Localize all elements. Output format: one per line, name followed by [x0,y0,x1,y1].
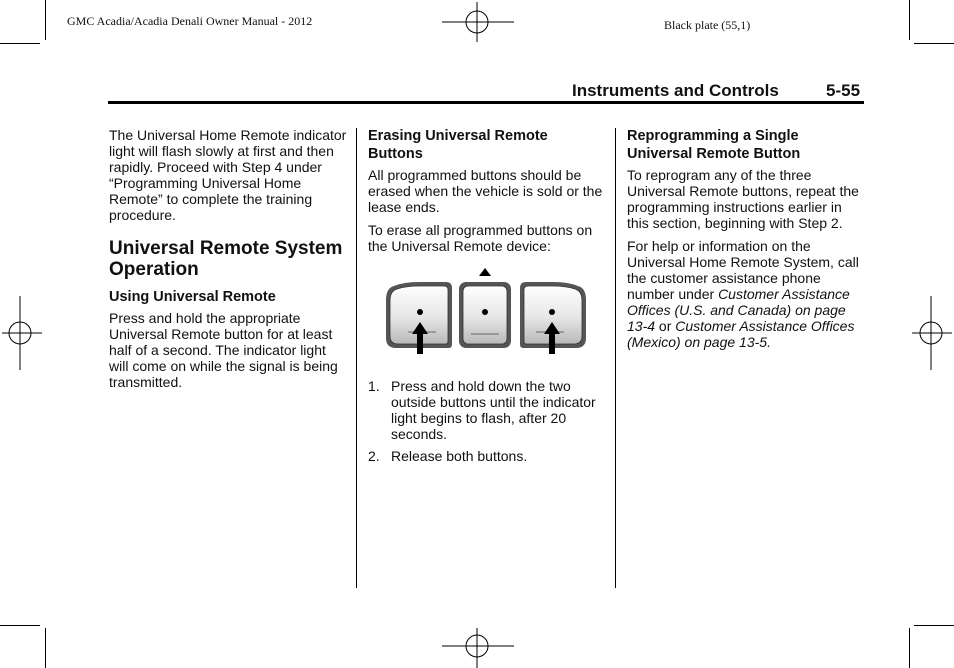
column-2 [368,127,606,470]
step-text: Release both buttons. [391,448,528,464]
list-item [368,448,606,464]
body-paragraph: All programmed buttons should be erased when the vehicle is sold or the lease ends. [368,167,603,215]
body-paragraph: Press and hold the appropriate Universal Remote button for at least half of a second. The indicator light will come on while the signal is being transmitted. [109,310,338,390]
page-number: 5-55 [826,81,861,100]
header-rule [108,101,864,104]
registration-mark-icon [912,296,954,370]
crop-mark [0,43,40,44]
body-paragraph [627,238,865,350]
column-1 [109,127,347,397]
plate-label: Black plate (55,1) [664,18,751,32]
step-number: 2. [368,448,380,464]
body-paragraph: To reprogram any of the three Universal Remote buttons, repeat the programming instructions earlier in this section, beginning with Step 2. [627,167,859,231]
cross-reference-link[interactable]: Customer Assistance Offices (Mexico) on page 13-5. [627,318,855,350]
column-3 [627,127,865,357]
crop-mark [909,0,910,40]
manual-title: GMC Acadia/Acadia Denali Owner Manual - 2012 [67,14,313,28]
cross-reference-link[interactable]: Customer Assistance Offices (U.S. and Canada) on page 13-4 [627,286,850,334]
steps-list [368,378,606,464]
section-title: Instruments and Controls [572,81,779,100]
subheading: Reprogramming a Single Universal Remote Button [627,128,801,162]
crop-mark [909,628,910,668]
body-paragraph: To erase all programmed buttons on the Universal Remote device: [368,222,593,254]
crop-mark [914,43,954,44]
column-divider [356,128,357,588]
section-heading: Universal Remote System Operation [109,238,343,280]
subheading: Erasing Universal Remote Buttons [368,128,548,162]
body-text: For help or information on the Universal Home Remote System, call the customer assistance phone number under [627,238,859,302]
crop-mark [45,0,46,40]
crop-mark [914,625,954,626]
crop-mark [0,625,40,626]
registration-mark-icon [442,2,514,44]
registration-mark-icon [442,626,514,668]
subheading: Using Universal Remote [109,289,276,305]
step-number: 1. [368,378,380,394]
list-item [368,378,606,442]
column-divider [615,128,616,588]
crop-mark [45,628,46,668]
step-text: Press and hold down the two outside buttons until the indicator light begins to flash, after 20 seconds. [391,378,596,442]
registration-mark-icon [0,296,42,370]
universal-remote-buttons-illustration [368,268,606,368]
body-text: or [655,318,676,334]
intro-paragraph: The Universal Home Remote indicator light will flash slowly at first and then rapidly. Proceed with Step 4 under “Programming Universal Home Remote” to complete the training procedure. [109,127,347,223]
